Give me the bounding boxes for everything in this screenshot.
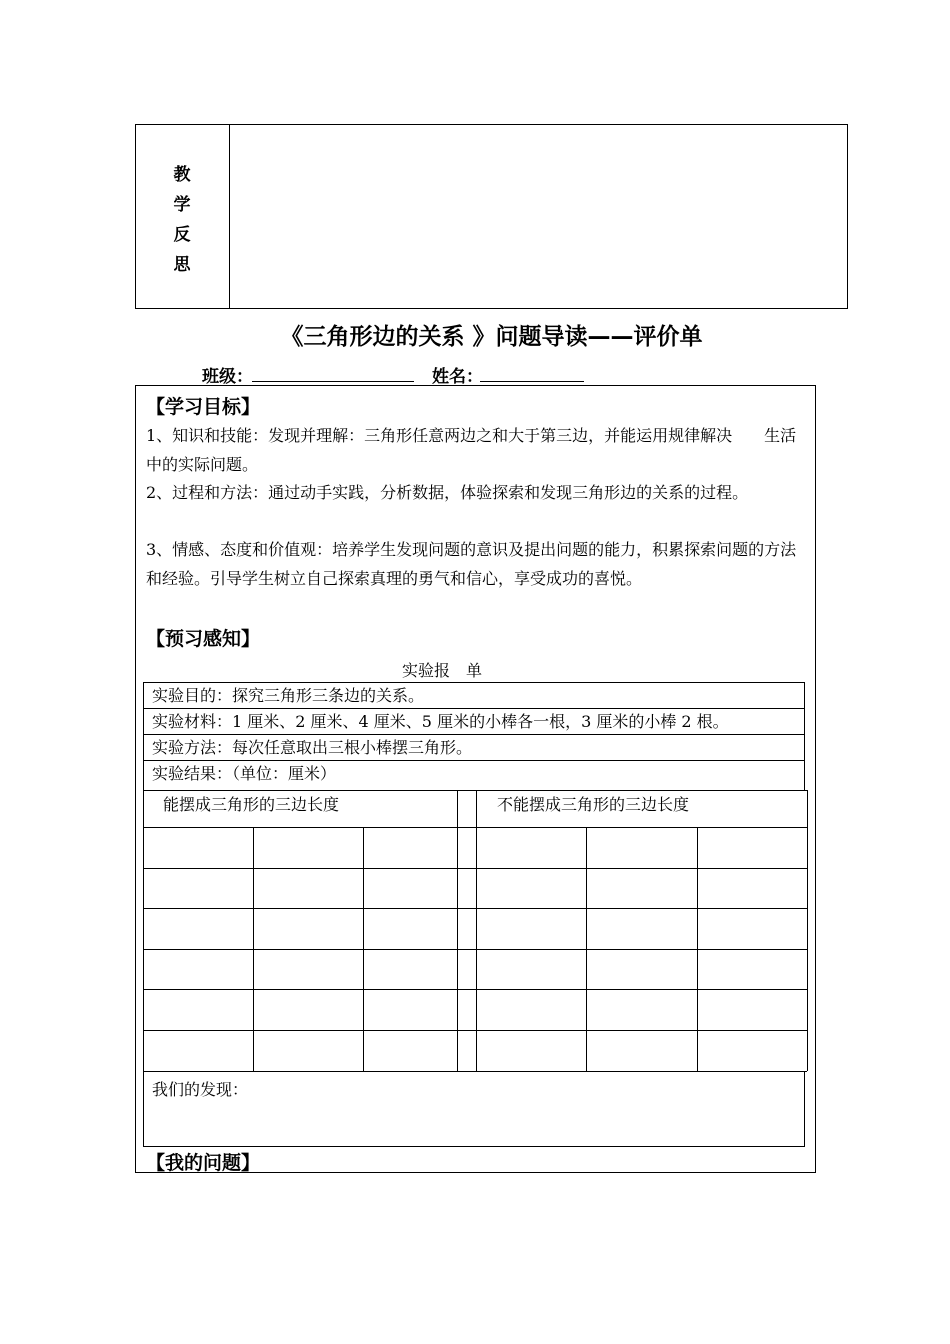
results-grid-line — [143, 827, 807, 828]
results-grid-line — [143, 989, 807, 990]
preview-heading: 【预习感知】 — [146, 628, 261, 650]
teaching-reflection-label — [150, 160, 214, 280]
our-findings-label: 我们的发现： — [152, 1080, 249, 1099]
name-label: 姓名： — [432, 367, 483, 387]
reflection-char: 教 — [173, 165, 191, 185]
experiment-materials: 实验材料：1 厘米、2 厘米、4 厘米、5 厘米的小棒各一根，3 厘米的小棒 2 根。 — [152, 712, 729, 731]
document-title: 《三角形边的关系 》问题导读——评价单 — [280, 324, 703, 350]
results-grid-line — [476, 790, 477, 1071]
objective-item: 1、知识和技能：发现并理解：三角形任意两边之和大于第三边，并能运用规律解决 生活中的实际问题。 — [146, 426, 797, 474]
objectives-heading: 【学习目标】 — [146, 396, 261, 418]
reflection-char: 思 — [173, 255, 191, 275]
class-blank[interactable] — [252, 381, 414, 382]
results-grid-line — [253, 827, 254, 1071]
reflection-char: 反 — [173, 225, 191, 245]
results-grid-line — [143, 790, 807, 791]
report-title: 实验报 单 — [402, 661, 483, 680]
results-grid-line — [697, 827, 698, 1071]
results-grid-line — [143, 868, 807, 869]
results-grid-line — [363, 827, 364, 1071]
results-grid-line — [143, 1030, 807, 1031]
findings-box-line — [143, 1146, 805, 1147]
results-grid-line — [586, 827, 587, 1071]
experiment-result: 实验结果：（单位：厘米） — [152, 764, 337, 783]
objective-item: 3、情感、态度和价值观：培养学生发现问题的意识及提出问题的能力，积累探索问题的方法和经验。引导学生树立自己探索真理的勇气和信心，享受成功的喜悦。 — [146, 540, 797, 588]
results-grid-line — [143, 949, 807, 950]
results-grid-line — [143, 1071, 807, 1072]
reflection-divider — [229, 124, 230, 309]
experiment-method: 实验方法：每次任意取出三根小棒摆三角形。 — [152, 738, 473, 757]
cannot-form-triangle-header: 不能摆成三角形的三边长度 — [497, 795, 690, 814]
report-table-line — [804, 682, 805, 790]
experiment-purpose: 实验目的：探究三角形三条边的关系。 — [152, 686, 425, 705]
my-questions-heading: 【我的问题】 — [146, 1152, 261, 1174]
findings-box-line — [804, 1071, 805, 1146]
report-table-line — [143, 682, 144, 1146]
results-grid-line — [143, 908, 807, 909]
reflection-char: 学 — [173, 195, 191, 215]
can-form-triangle-header: 能摆成三角形的三边长度 — [163, 795, 340, 814]
results-grid-line — [807, 790, 808, 1071]
name-blank[interactable] — [480, 381, 584, 382]
results-grid-line — [457, 790, 458, 1071]
teaching-reflection-box — [135, 124, 848, 309]
objective-item: 2、过程和方法：通过动手实践，分析数据，体验探索和发现三角形边的关系的过程。 — [146, 483, 749, 502]
class-label: 班级： — [202, 367, 253, 387]
